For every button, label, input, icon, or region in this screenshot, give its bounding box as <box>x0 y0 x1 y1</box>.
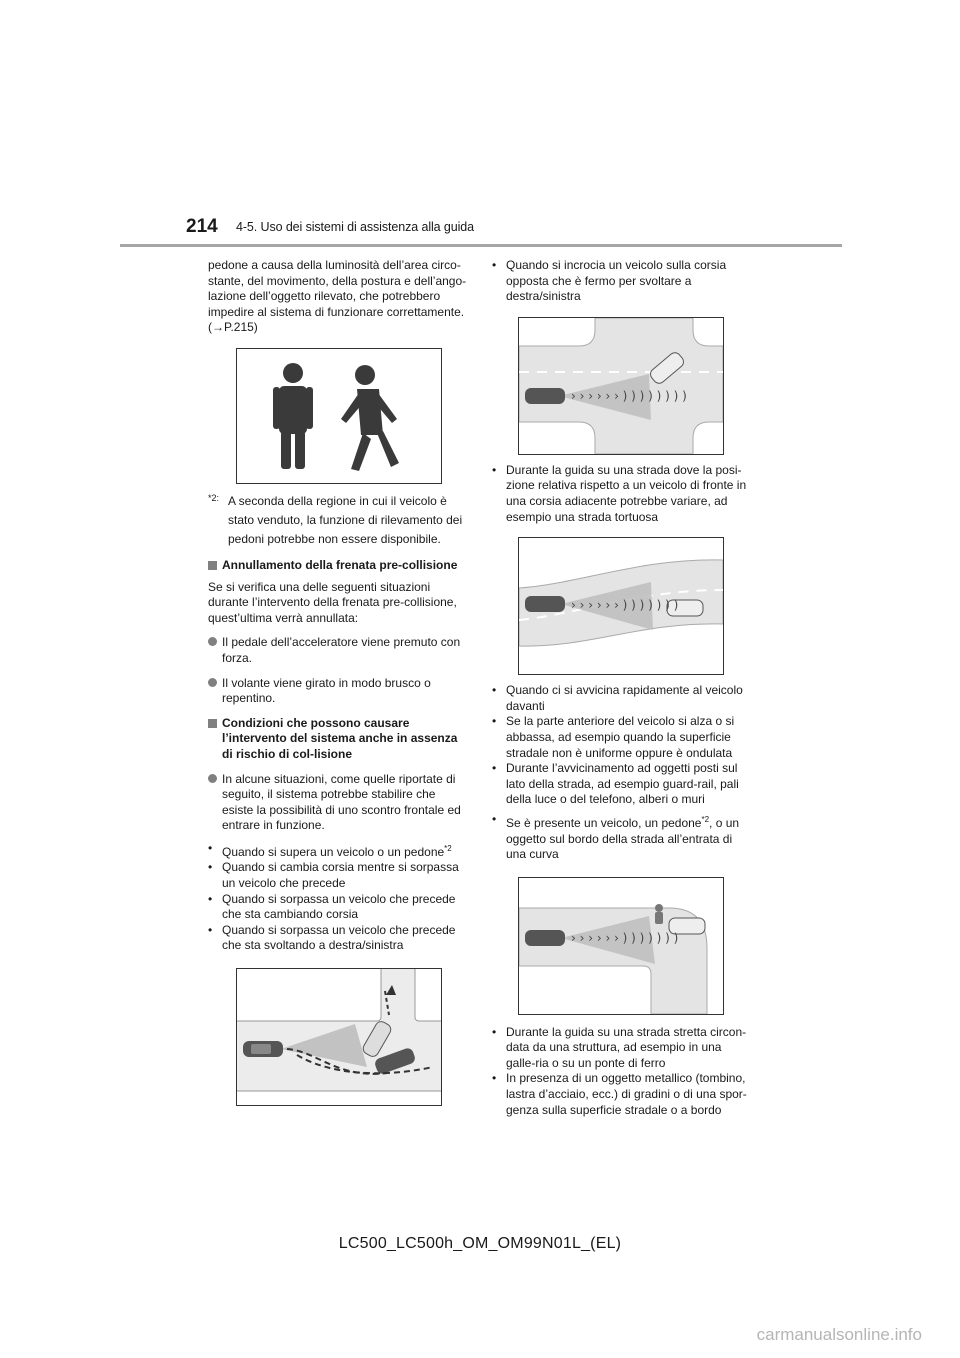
situation-item: • Quando si sorpassa un veicolo che precede che sta cambiando corsia <box>208 891 456 922</box>
header-rule <box>120 244 842 247</box>
situation-item: • Se è presente un veicolo, un pedone$^{*2}$, o un oggetto sul bordo della strada all’entrata di una curva <box>492 811 740 862</box>
situation-group <box>492 1025 754 1119</box>
oncoming-turn-figure <box>518 317 724 455</box>
watermark: carmanualsonline.info <box>756 1325 922 1344</box>
situation-item: • Quando ci si avvicina rapidamente al veicolo davanti <box>492 683 743 713</box>
circle-bullet-icon <box>208 678 217 687</box>
circle-bullet-icon <box>208 774 217 783</box>
cancel-item: Il volante viene girato in modo brusco o repentino. <box>208 676 470 707</box>
cancel-heading: Annullamento della frenata pre-collisione <box>208 558 470 574</box>
own-car-icon <box>525 388 565 404</box>
cancel-item: Il pedale dell’acceleratore viene premuto con forza. <box>208 635 470 666</box>
square-bullet-icon <box>208 561 217 570</box>
walking-pedestrian-icon <box>341 365 399 471</box>
situation-item: • Se la parte anteriore del veicolo si alza o si abbassa, ad esempio quando la superficie stradale non è uniforme oppure è ondulata <box>492 714 735 760</box>
situation-item: • In presenza di un oggetto metallico (tombino, lastra d’acciaio, ecc.) di gradini o di una spor-genza sulla superficie stradale o a bordo <box>492 1071 747 1117</box>
situation-item: • Quando si incrocia un veicolo sulla corsia opposta che è fermo per svoltare a destra/sinistra <box>492 258 727 304</box>
situation-item: • Durante la guida su una strada dove la posi-zione relativa rispetto a un veicolo di fronte in una corsia adiacente potrebbe variare, ad esempio una strada tortuosa <box>492 462 747 524</box>
situation-group <box>492 683 754 863</box>
regional-note <box>208 492 470 549</box>
lane-change-figure <box>236 968 442 1106</box>
note-text: A seconda della regione in cui il veicolo è stato venduto, la funzione di rilevamento dei pedoni potrebbe non essere disponibile. <box>228 493 463 546</box>
note-ref: *2 <box>701 814 710 824</box>
document-code: LC500_LC500h_OM_OM99N01L_(EL) <box>338 1235 622 1252</box>
conditions-heading: Condizioni che possono causare l’intervento del sistema anche in assenza di rischio di col-lisione <box>208 716 470 763</box>
left-column <box>208 258 470 1106</box>
svg-text:› › › › › › ) ) ) ) ) ) ): › › › › › › ) ) ) ) ) ) ) <box>571 598 679 613</box>
winding-road-figure <box>518 537 724 675</box>
svg-text:› › › › › › ) ) ) ) ) ) ): › › › › › › ) ) ) ) ) ) ) <box>571 930 679 945</box>
pedestrian-figure <box>236 348 442 484</box>
circle-bullet-icon <box>208 637 217 646</box>
note-marker: *2: <box>208 492 220 503</box>
standing-pedestrian-icon <box>273 363 313 469</box>
situation-item: • Quando si supera un veicolo o un pedone$^{*2}$ <box>208 840 452 859</box>
own-car-icon <box>525 596 565 612</box>
page-number: 214 <box>186 216 218 237</box>
curve-entrance-figure <box>518 877 724 1015</box>
situation-item: • Quando si sorpassa un veicolo che precede che sta svoltando a destra/sinistra <box>208 922 456 953</box>
conditions-item: In alcune situazioni, come quelle riportate di seguito, il sistema potrebbe stabilire che esiste la possibilità di uno scontro frontale ed entrare in funzione. <box>208 772 470 834</box>
situation-item: • Durante la guida su una strada stretta circon-data da una struttura, ad esempio in una galle-ria o su un ponte di ferro <box>492 1024 747 1070</box>
cancel-body: Se si verifica una delle seguenti situazioni durante l’intervento della frenata pre-collisione, quest’ultima verrà annullata: <box>208 579 457 625</box>
section-title: 4-5. Uso dei sistemi di assistenza alla guida <box>236 220 474 234</box>
situation-item: • Quando si cambia corsia mentre si sorpassa un veicolo che precede <box>208 860 459 891</box>
pedestrian-icon <box>655 904 663 924</box>
square-bullet-icon <box>208 719 217 728</box>
own-car-icon <box>525 930 565 946</box>
right-column <box>492 258 754 1118</box>
situation-item: • Durante l’avvicinamento ad oggetti posti sul lato della strada, ad esempio guard-rail, pali della luce o del telefono, alberi o muri <box>492 761 739 807</box>
own-car-icon <box>243 1041 283 1057</box>
intro-paragraph: pedone a causa della luminosità dell’area circo-stante, del movimento, della postura e dell’ango-lazione dell’oggetto rilevato, che potrebbero impedire al sistema di funzionare correttamente. (→P.215) <box>208 258 467 335</box>
note-ref: *2 <box>444 843 452 853</box>
svg-text:› › › › › › ) ) ) ) ) ) ) ): › › › › › › ) ) ) ) ) ) ) ) <box>571 388 687 403</box>
